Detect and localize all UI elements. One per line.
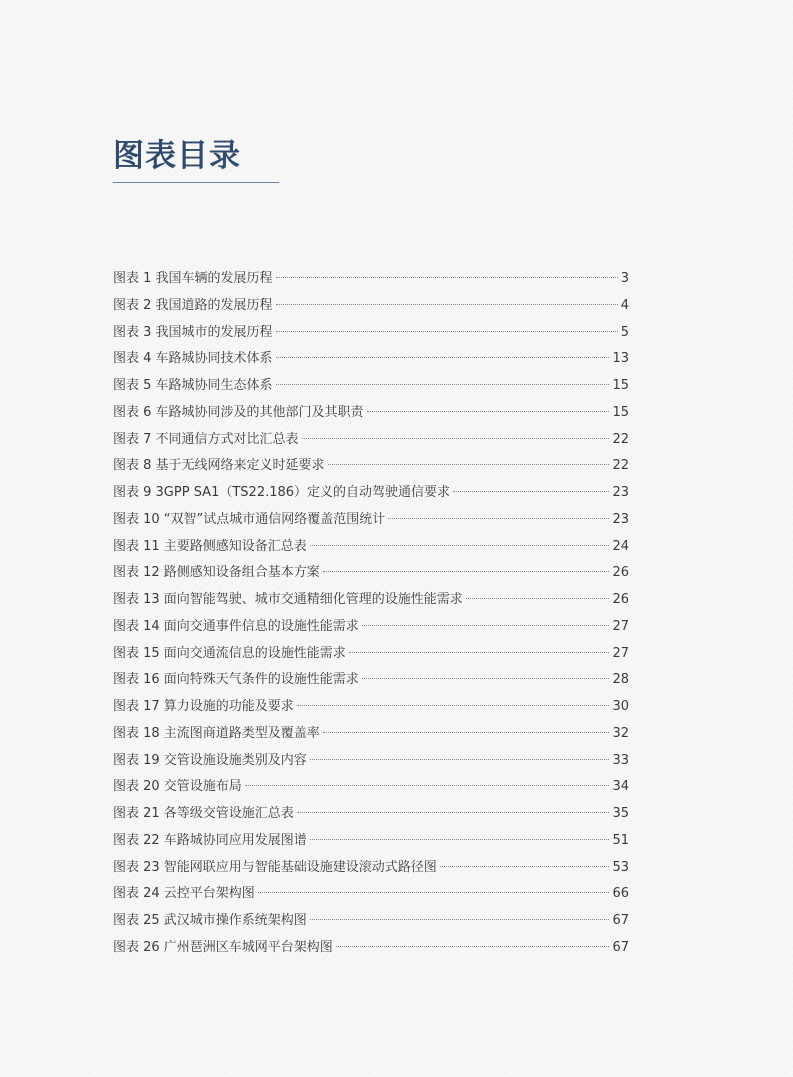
toc-entry[interactable] bbox=[113, 828, 629, 855]
dot-leader bbox=[310, 839, 610, 840]
toc-entry-page: 67 bbox=[612, 913, 629, 928]
toc-entry-page: 24 bbox=[612, 538, 629, 554]
toc-entry[interactable] bbox=[113, 694, 629, 721]
dot-leader bbox=[310, 919, 610, 920]
dot-leader bbox=[367, 411, 610, 412]
dot-leader bbox=[388, 518, 609, 519]
toc-entry[interactable] bbox=[113, 801, 629, 828]
toc-entry[interactable] bbox=[113, 881, 629, 908]
toc-entry-label: 图表 3 我国城市的发展历程 bbox=[113, 324, 273, 340]
toc-entry-page: 13 bbox=[612, 351, 629, 367]
dot-leader bbox=[440, 866, 610, 867]
toc-entry[interactable] bbox=[113, 427, 629, 454]
toc-entry-label: 图表 24 云控平台架构图 bbox=[113, 886, 255, 902]
toc-entry[interactable] bbox=[113, 346, 629, 373]
toc-entry-label: 图表 7 不同通信方式对比汇总表 bbox=[113, 431, 299, 447]
toc-entry-page: 26 bbox=[612, 565, 629, 581]
toc-entry-label: 图表 14 面向交通事件信息的设施性能需求 bbox=[113, 618, 359, 634]
dot-leader bbox=[276, 357, 610, 358]
toc-entry-label: 图表 16 面向特殊天气条件的设施性能需求 bbox=[113, 672, 359, 688]
toc-entry[interactable] bbox=[113, 453, 629, 480]
toc-entry[interactable] bbox=[113, 641, 629, 668]
toc-entry-page: 35 bbox=[612, 806, 629, 821]
toc-entry-page: 23 bbox=[612, 511, 629, 527]
toc-entry-page: 26 bbox=[612, 592, 629, 607]
toc-entry-page: 53 bbox=[612, 859, 629, 875]
dot-leader bbox=[258, 892, 610, 893]
dot-leader bbox=[245, 785, 610, 786]
toc-entry-page: 22 bbox=[612, 431, 629, 447]
toc-entry-label: 图表 8 基于无线网络来定义时延要求 bbox=[113, 458, 325, 474]
toc-entry[interactable] bbox=[113, 480, 629, 507]
toc-entry-label: 图表 10 “双智”试点城市通信网络覆盖范围统计 bbox=[113, 511, 386, 527]
toc-entry-label: 图表 23 智能网联应用与智能基础设施建设滚动式路径图 bbox=[113, 859, 437, 875]
toc-entry[interactable] bbox=[113, 507, 629, 534]
toc-entry-label: 图表 21 各等级交管设施汇总表 bbox=[113, 806, 294, 821]
toc-entry-label: 图表 11 主要路侧感知设备汇总表 bbox=[113, 538, 307, 554]
page-title: 图表目录 bbox=[113, 138, 241, 174]
toc-entry[interactable] bbox=[113, 614, 629, 641]
toc-entry[interactable] bbox=[113, 935, 629, 962]
toc-entry[interactable] bbox=[113, 748, 629, 775]
toc-entry[interactable] bbox=[113, 266, 629, 293]
dot-leader bbox=[336, 946, 610, 947]
toc-entry[interactable] bbox=[113, 667, 629, 694]
toc-entry-page: 5 bbox=[620, 324, 629, 340]
dot-leader bbox=[276, 331, 618, 332]
toc-entry[interactable] bbox=[113, 855, 629, 882]
dot-leader bbox=[310, 545, 610, 546]
toc-entry[interactable] bbox=[113, 587, 629, 614]
toc-entry[interactable] bbox=[113, 320, 629, 347]
toc-entry-page: 4 bbox=[620, 297, 629, 313]
toc-entry-label: 图表 5 车路城协同生态体系 bbox=[113, 378, 273, 393]
toc-entry-label: 图表 25 武汉城市操作系统架构图 bbox=[113, 913, 307, 928]
toc-entry-label: 图表 13 面向智能驾驶、城市交通精细化管理的设施性能需求 bbox=[113, 592, 463, 607]
toc-entry-page: 27 bbox=[612, 645, 629, 661]
dot-leader bbox=[362, 678, 610, 679]
dot-leader bbox=[466, 598, 610, 599]
dot-leader bbox=[297, 705, 610, 706]
dot-leader bbox=[276, 384, 610, 385]
toc-entry-label: 图表 17 算力设施的功能及要求 bbox=[113, 699, 294, 714]
dot-leader bbox=[323, 571, 610, 572]
toc-entry[interactable] bbox=[113, 373, 629, 400]
dot-leader bbox=[323, 732, 610, 733]
toc-entry-page: 33 bbox=[612, 752, 629, 768]
toc-entry[interactable] bbox=[113, 774, 629, 801]
toc-entry[interactable] bbox=[113, 721, 629, 748]
toc-entry-label: 图表 19 交管设施设施类别及内容 bbox=[113, 752, 307, 768]
dot-leader bbox=[276, 277, 618, 278]
toc-entry-page: 32 bbox=[612, 725, 629, 741]
dot-leader bbox=[328, 464, 610, 465]
dot-leader bbox=[276, 304, 618, 305]
toc-entry-page: 15 bbox=[612, 404, 629, 420]
toc-entry-page: 51 bbox=[612, 832, 629, 848]
title-underline bbox=[113, 182, 279, 183]
toc-entry-page: 15 bbox=[612, 378, 629, 393]
toc-entry-label: 图表 18 主流图商道路类型及覆盖率 bbox=[113, 725, 320, 741]
toc-entry[interactable] bbox=[113, 908, 629, 935]
toc-entry-label: 图表 1 我国车辆的发展历程 bbox=[113, 271, 273, 286]
toc-entry-label: 图表 4 车路城协同技术体系 bbox=[113, 351, 273, 367]
toc-entry-page: 27 bbox=[612, 618, 629, 634]
figure-list bbox=[113, 266, 629, 962]
toc-entry-label: 图表 26 广州琶洲区车城网平台架构图 bbox=[113, 939, 333, 955]
toc-entry-page: 67 bbox=[612, 939, 629, 955]
toc-entry-label: 图表 9 3GPP SA1（TS22.186）定义的自动驾驶通信要求 bbox=[113, 485, 451, 500]
toc-entry-page: 23 bbox=[612, 485, 629, 500]
toc-entry-page: 30 bbox=[612, 699, 629, 714]
dot-leader bbox=[310, 759, 610, 760]
toc-entry[interactable] bbox=[113, 293, 629, 320]
toc-entry-label: 图表 22 车路城协同应用发展图谱 bbox=[113, 832, 307, 848]
toc-entry-page: 34 bbox=[612, 779, 629, 795]
toc-entry-label: 图表 2 我国道路的发展历程 bbox=[113, 297, 273, 313]
toc-entry-page: 3 bbox=[620, 271, 629, 286]
toc-entry-label: 图表 6 车路城协同涉及的其他部门及其职责 bbox=[113, 404, 364, 420]
toc-entry[interactable] bbox=[113, 400, 629, 427]
dot-leader bbox=[349, 652, 610, 653]
toc-entry-label: 图表 15 面向交通流信息的设施性能需求 bbox=[113, 645, 346, 661]
dot-leader bbox=[302, 438, 610, 439]
toc-entry[interactable] bbox=[113, 560, 629, 587]
toc-entry-label: 图表 12 路侧感知设备组合基本方案 bbox=[113, 565, 320, 581]
dot-leader bbox=[362, 625, 610, 626]
toc-entry-page: 28 bbox=[612, 672, 629, 688]
toc-entry-page: 66 bbox=[612, 886, 629, 902]
dot-leader bbox=[297, 812, 610, 813]
toc-entry[interactable] bbox=[113, 534, 629, 561]
dot-leader bbox=[453, 491, 609, 492]
toc-entry-page: 22 bbox=[612, 458, 629, 474]
toc-entry-label: 图表 20 交管设施布局 bbox=[113, 779, 242, 795]
